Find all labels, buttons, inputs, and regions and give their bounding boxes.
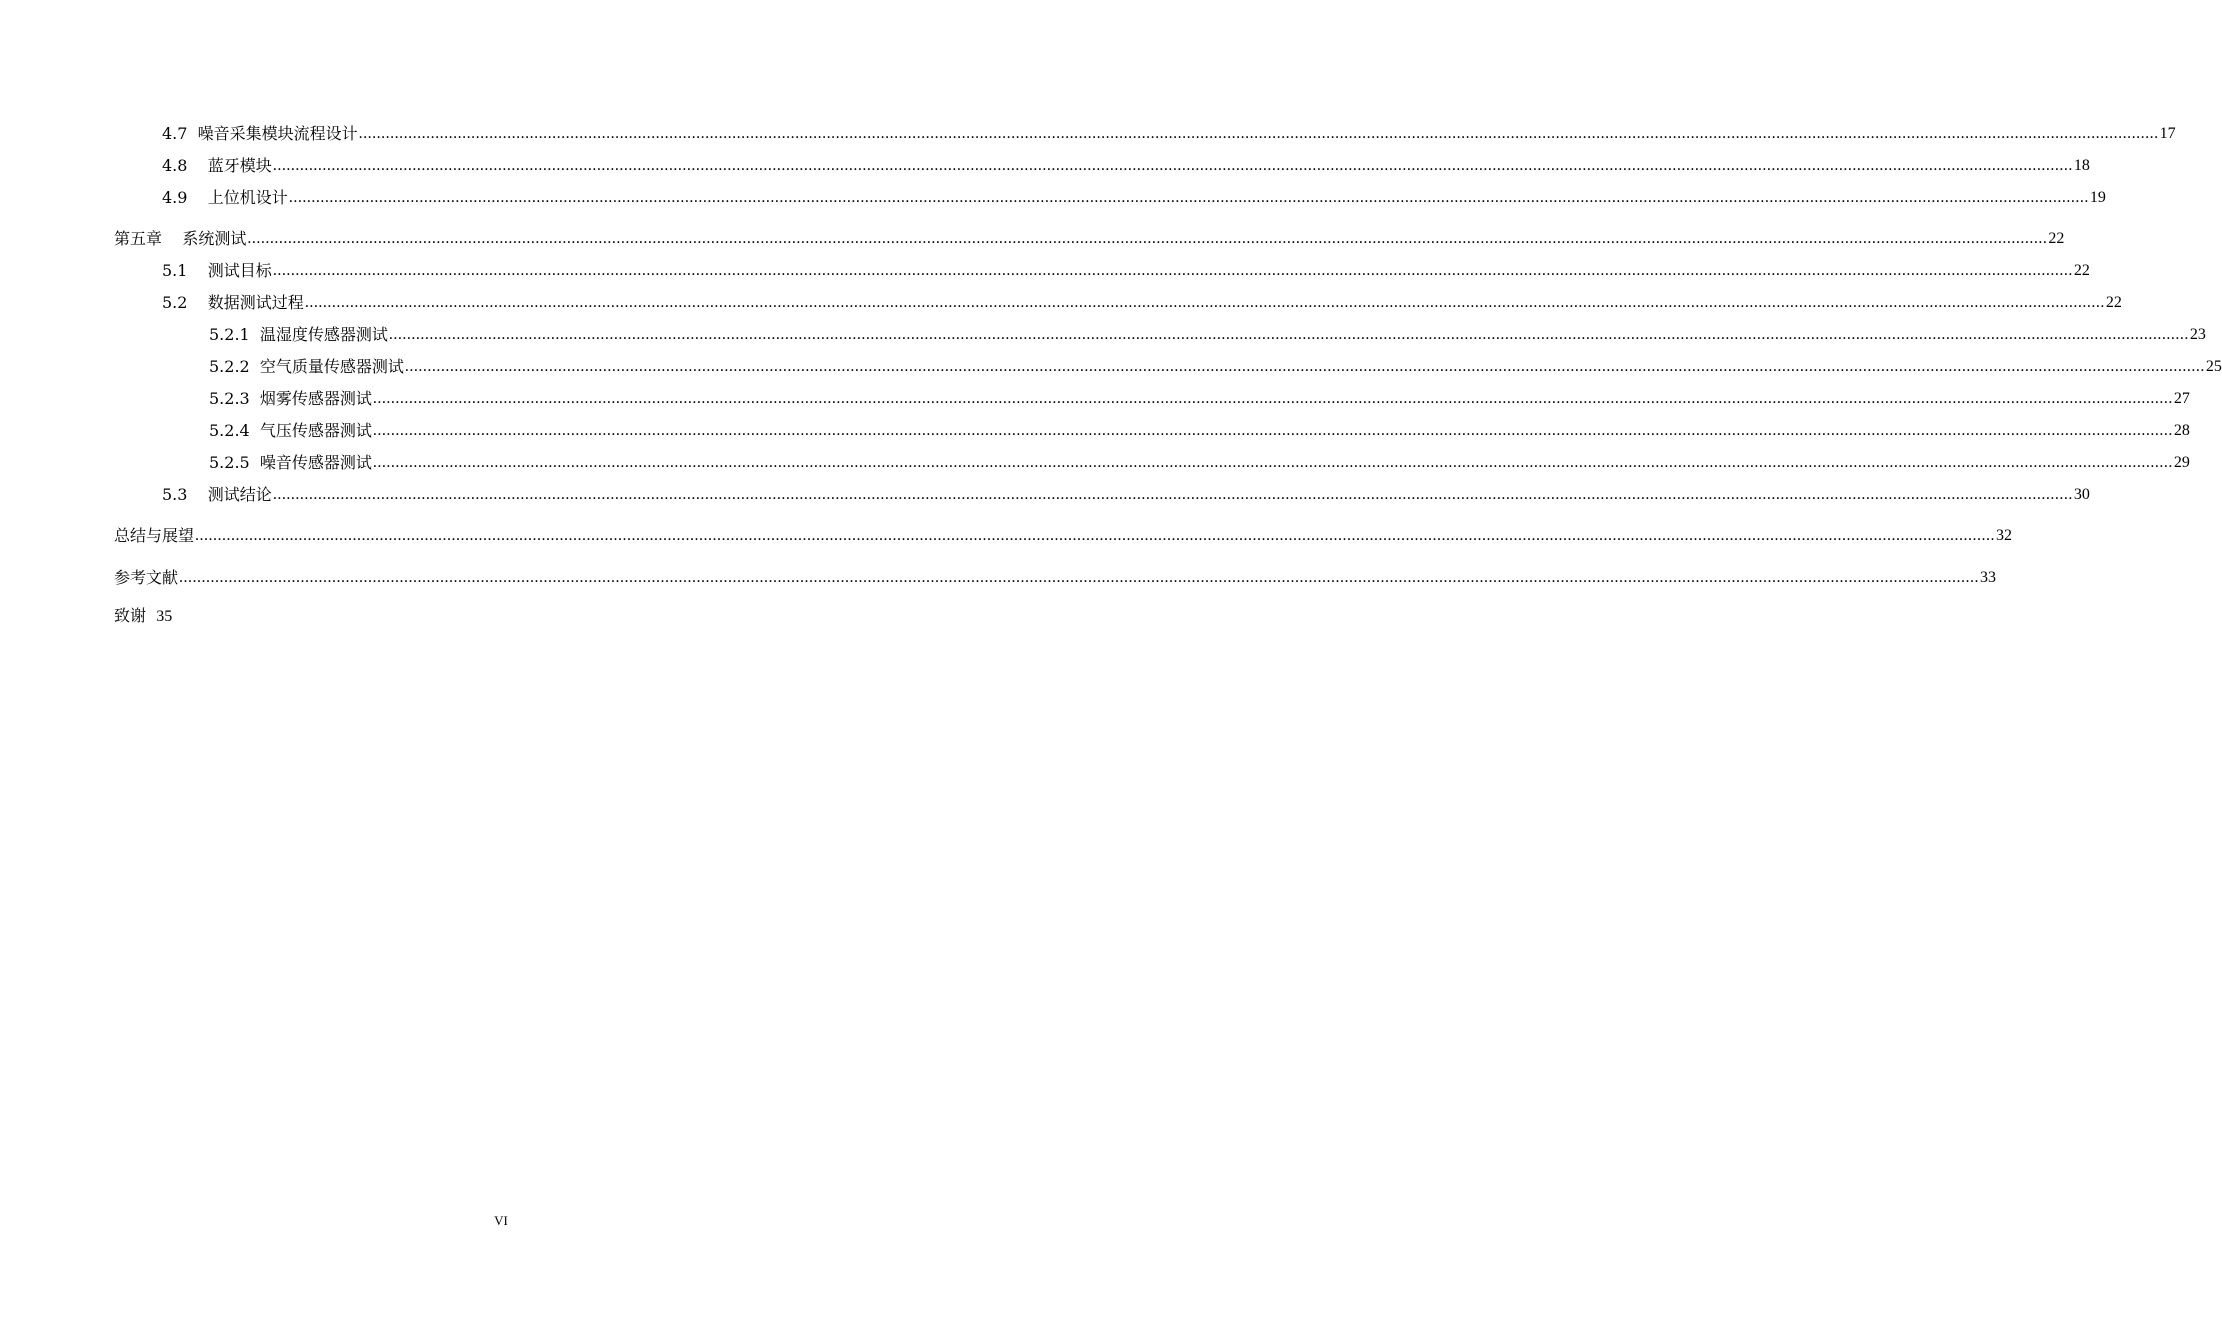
toc-page-number: 19 xyxy=(2089,189,2106,206)
toc-section-number: 4.7 xyxy=(162,124,188,143)
toc-entry-title: 系统测试 xyxy=(182,229,247,248)
toc-section-number: 4.9 xyxy=(162,188,188,207)
toc-page-number: 27 xyxy=(2173,390,2190,407)
toc-entry-title: 致谢 xyxy=(114,606,147,625)
toc-entry-4-9[interactable] xyxy=(162,184,2106,208)
dot-leader: ................................................................................................................................................................................................................................................................................................................................................................................................................ xyxy=(247,230,2048,247)
dot-leader: ................................................................................................................................................................................................................................................................................................................................................................................................................ xyxy=(388,326,2189,343)
toc-entry-title: 参考文献 xyxy=(114,568,179,587)
toc-entry-title: 噪音传感器测试 xyxy=(259,453,372,472)
toc-entry-title: 烟雾传感器测试 xyxy=(259,389,372,408)
toc-entry-5-2-2[interactable] xyxy=(209,353,2222,377)
toc-section-number: 5.2.5 xyxy=(209,453,250,472)
toc-page-number: 22 xyxy=(2105,294,2122,311)
toc-entry-summary[interactable] xyxy=(114,522,2013,546)
toc-entry-title: 总结与展望 xyxy=(114,526,195,545)
toc-entry-4-7[interactable] xyxy=(162,120,2176,144)
toc-page-number: 22 xyxy=(2048,230,2065,247)
page-number-label: VI xyxy=(494,1213,508,1228)
dot-leader: ................................................................................................................................................................................................................................................................................................................................................................................................................ xyxy=(272,157,2073,174)
dot-leader: ................................................................................................................................................................................................................................................................................................................................................................................................................ xyxy=(372,390,2173,407)
toc-entry-title: 上位机设计 xyxy=(207,188,288,207)
dot-leader: ................................................................................................................................................................................................................................................................................................................................................................................................................ xyxy=(288,189,2089,206)
toc-page-number: 32 xyxy=(1996,527,2013,544)
dot-leader: ................................................................................................................................................................................................................................................................................................................................................................................................................ xyxy=(304,294,2105,311)
dot-leader: ................................................................................................................................................................................................................................................................................................................................................................................................................ xyxy=(272,262,2073,279)
dot-leader: ................................................................................................................................................................................................................................................................................................................................................................................................................ xyxy=(372,422,2173,439)
dot-leader: ................................................................................................................................................................................................................................................................................................................................................................................................................ xyxy=(272,486,2073,503)
toc-entry-references[interactable] xyxy=(114,564,1997,588)
dot-leader: ................................................................................................................................................................................................................................................................................................................................................................................................................ xyxy=(372,454,2173,471)
dot-leader: ................................................................................................................................................................................................................................................................................................................................................................................................................ xyxy=(179,569,1980,586)
toc-section-number: 5.3 xyxy=(162,485,188,504)
toc-entry-5-3[interactable] xyxy=(162,481,2090,505)
toc-page-number: 28 xyxy=(2173,422,2190,439)
toc-entry-acknowledgements[interactable] xyxy=(114,606,172,627)
toc-page-number: 22 xyxy=(2073,262,2090,279)
dot-leader: ................................................................................................................................................................................................................................................................................................................................................................................................................ xyxy=(195,527,1996,544)
toc-section-number: 5.2.2 xyxy=(209,357,250,376)
toc-entry-title: 测试结论 xyxy=(207,485,272,504)
toc-page-number: 30 xyxy=(2073,486,2090,503)
toc-entry-title: 温湿度传感器测试 xyxy=(259,325,388,344)
toc-entry-title: 噪音采集模块流程设计 xyxy=(197,124,358,143)
page-footer xyxy=(0,1213,1002,1229)
toc-page-number: 17 xyxy=(2159,125,2176,142)
toc-entry-title: 数据测试过程 xyxy=(207,293,304,312)
toc-entry-4-8[interactable] xyxy=(162,152,2090,176)
dot-leader: ................................................................................................................................................................................................................................................................................................................................................................................................................ xyxy=(404,358,2205,375)
toc-section-number: 5.2 xyxy=(162,293,188,312)
toc-entry-5-2[interactable] xyxy=(162,289,2122,313)
toc-page-number: 18 xyxy=(2073,157,2090,174)
toc-section-number: 5.2.1 xyxy=(209,325,250,344)
dot-leader: ................................................................................................................................................................................................................................................................................................................................................................................................................ xyxy=(358,125,2159,142)
toc-entry-5-1[interactable] xyxy=(162,257,2090,281)
toc-entry-title: 气压传感器测试 xyxy=(259,421,372,440)
toc-entry-chapter-5[interactable] xyxy=(114,225,2065,249)
toc-entry-5-2-5[interactable] xyxy=(209,449,2190,473)
toc-section-number: 5.1 xyxy=(162,261,188,280)
toc-entry-title: 蓝牙模块 xyxy=(207,156,272,175)
toc-section-number: 5.2.4 xyxy=(209,421,250,440)
toc-section-number: 4.8 xyxy=(162,156,188,175)
toc-entry-title: 空气质量传感器测试 xyxy=(259,357,404,376)
toc-entry-5-2-1[interactable] xyxy=(209,321,2206,345)
toc-page-number: 23 xyxy=(2189,326,2206,343)
toc-entry-5-2-4[interactable] xyxy=(209,417,2190,441)
toc-page-number: 35 xyxy=(156,608,173,625)
toc-entry-5-2-3[interactable] xyxy=(209,385,2190,409)
toc-page-number: 25 xyxy=(2205,358,2222,375)
toc-page-number: 29 xyxy=(2173,454,2190,471)
toc-section-number: 5.2.3 xyxy=(209,389,250,408)
toc-page-number: 33 xyxy=(1980,569,1997,586)
toc-chapter-number: 第五章 xyxy=(114,229,163,248)
toc-entry-title: 测试目标 xyxy=(207,261,272,280)
